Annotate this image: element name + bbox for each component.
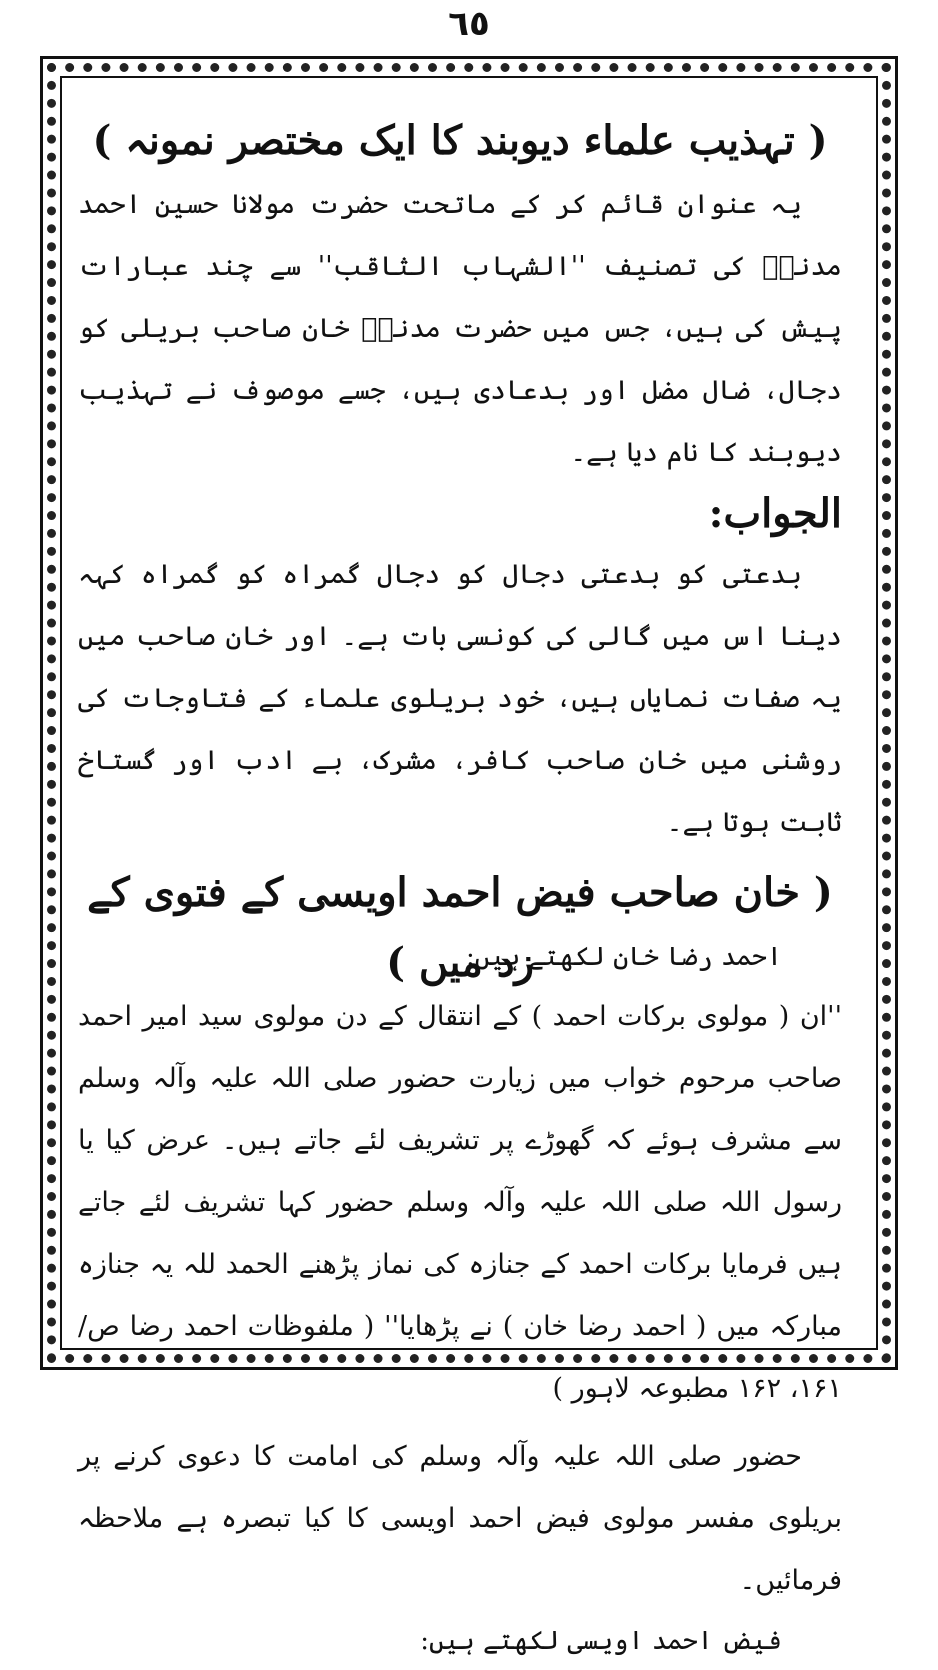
quote-paragraph: ''ان ( مولوی برکات احمد ) کے انتقال کے دن مولوی سید امیر احمد صاحب مرحوم خواب میں زیارت حضور صلی اللہ علیہ وآلہ وسلم سے مشرف ہوئے کہ گھوڑے پر تشریف لئے جاتے ہیں۔ عرض کیا یا رسول اللہ صلی اللہ علیہ وآلہ وسلم حضور کہا تشریف لئے جاتے ہیں فرمایا برکات احمد کے جنازہ کی نماز پڑھنے الحمد للہ یہ جنازہ مبارکہ میں ( احمد رضا خان ) نے پڑھایا'' ( ملفوظات احمد رضا ص/۱۶۱، ۱۶۲ مطبوعہ لاہور ) [78,1001,842,1404]
section-heading-fatwa: ( خان صاحب فیض احمد اویسی کے فتوی کے زد میں ) [87,869,833,986]
ahmad-raza-label: احمد رضا خان لکھتے ہیں: [465,942,782,972]
page-content [78,100,842,1656]
owaisi-label: فیض احمد اویسی لکھتے ہیں: [420,1626,782,1656]
answer-paragraph: بدعتی کو بدعتی دجال کو دجال گمراہ کو گمراہ کہہ دینا اس میں گالی کی کونسی بات ہے۔ اور خان صاحب میں یہ صفات نمایاں ہیں، خود بریلوی علماء کے فتاوجات کی روشنی میں خان صاحب کافر، مشرک، بے ادب اور گستاخ ثابت ہوتا ہے۔ [78,559,842,838]
imamat-paragraph: حضور صلی اللہ علیہ وآلہ وسلم کی امامت کا دعوی کرنے پر بریلوی مفسر مولوی فیض احمد اویسی کا کیا تبصرہ ہے ملاحظہ فرمائیں۔ [78,1441,842,1596]
intro-paragraph: یہ عنوان قائم کر کے ماتحت حضرت مولانا حسین احمد مدنیؒ کی تصنیف ''الشہاب الثاقب'' سے چند عبارات پیش کی ہیں، جس میں حضرت مدنیؒ خان صاحب بریلی کو دجال، ضال مضل اور بدعادی ہیں، جسے موصوف نے تہذیب دیوبند کا نام دیا ہے۔ [78,189,842,468]
answer-heading: الجواب: [708,490,842,537]
page-number: ٦٥ [448,4,490,44]
section-heading-tahzeeb: ( تہذیب علماء دیوبند کا ایک مختصر نمونہ ) [92,117,828,164]
